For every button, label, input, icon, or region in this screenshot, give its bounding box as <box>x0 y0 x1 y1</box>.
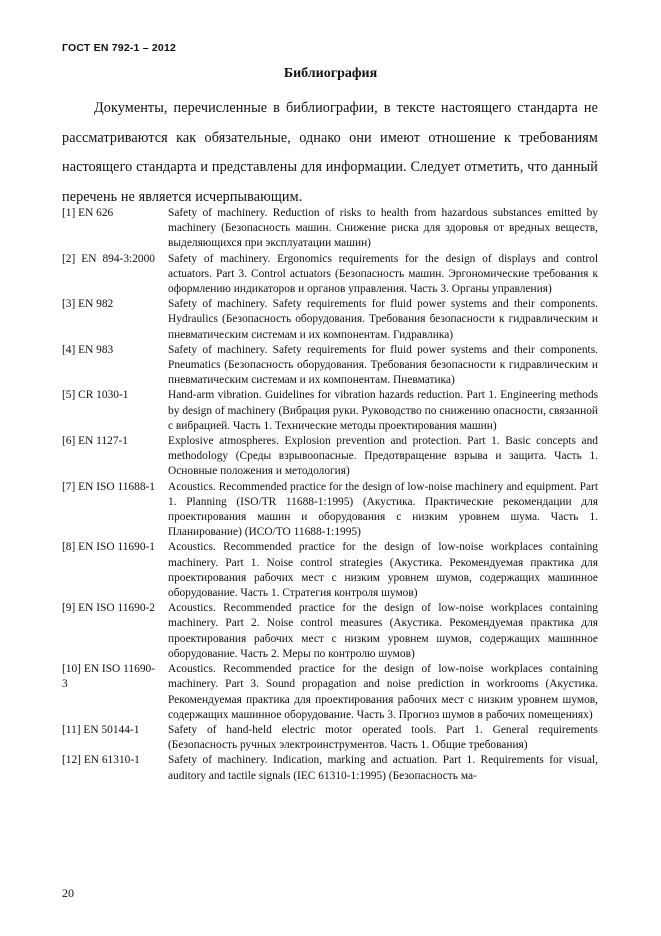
entry-reference: [11] EN 50144-1 <box>62 723 140 736</box>
standard-header: ГОСТ EN 792-1 – 2012 <box>62 42 177 54</box>
entry-text: Safety of machinery. Ergonomics requirements for the design of displays and control actuators. Part 3. Control actuators (Безопасность машин. Эргономические требования к оформлению индикаторов и органов управления. Часть 3. Органы управления) <box>168 252 598 296</box>
bibliography-entry <box>62 252 598 298</box>
entry-text: Safety of machinery. Safety requirements for fluid power systems and their components. Pneumatics (Безопасность оборудования. Требования безопасности к гидравлическим и пневматическим системам и их компонентам. Пневматика) <box>168 343 598 387</box>
page-title: Библиография <box>283 66 378 81</box>
entry-reference: [7] EN ISO 11688-1 <box>62 480 155 493</box>
entry-reference: [2] EN 894-3:2000 <box>62 252 155 265</box>
entry-reference: [6] EN 1127-1 <box>62 435 129 448</box>
entry-text: Acoustics. Recommended practice for the design of low-noise machinery and equipment. Part 1. Planning (ISO/TR 11688-1:1995) (Акустика. Практические рекомендации для проектирования машин и оборудования с низким уровнем шума. Часть 1. Планирование) (ИСО/ТО 11688-1:1995) <box>168 480 598 539</box>
page-number: 20 <box>62 886 74 900</box>
entry-reference: [8] EN ISO 11690-1 <box>62 541 155 554</box>
entry-reference: [10] EN ISO 11690-3 <box>62 663 155 691</box>
entry-text: Acoustics. Recommended practice for the design of low-noise workplaces containing machinery. Part 2. Noise control measures (Акустика. Рекомендуемая практика для проектирования рабочих мест с низким уровнем шумов, содержащих машинное оборудование. Часть 2. Меры по контролю шумов) <box>168 602 598 660</box>
bibliography-entry <box>62 723 598 753</box>
bibliography-entry <box>62 480 598 541</box>
entry-text: Hand-arm vibration. Guidelines for vibration hazards reduction. Part 1. Engineering methods by design of machinery (Вибрация руки. Руководство по снижению опасности, связанной с вибрацией. Часть 1. Технические методы проектирования машин) <box>168 389 598 432</box>
bibliography-entry <box>62 434 598 480</box>
entry-reference: [4] EN 983 <box>62 343 114 356</box>
entry-text: Explosive atmospheres. Explosion prevention and protection. Part 1. Basic concepts and methodology (Среды взрывоопасные. Предотвращение взрыва и защита. Часть 1. Основные положения и методология) <box>168 435 598 478</box>
bibliography-entry <box>62 662 598 723</box>
bibliography-entry <box>62 753 598 783</box>
intro-paragraph: Документы, перечисленные в библиографии, в тексте настоящего стандарта не рассматриваются как обязательные, однако они имеют отношение к требованиям настоящего стандарта и представлены для информации. Следует отметить, что данный перечень не является исчерпывающим. <box>62 100 598 205</box>
bibliography-list <box>62 206 598 784</box>
entry-text: Safety of hand-held electric motor operated tools. Part 1. General requirements (Безопасность ручных электроинструментов. Часть 1. Общие требования) <box>168 723 598 752</box>
bibliography-entry <box>62 540 598 601</box>
entry-reference: [5] CR 1030-1 <box>62 389 129 402</box>
entry-text: Safety of machinery. Indication, marking and actuation. Part 1. Requirements for visual, auditory and tactile signals (IEC 61310-1:1995) (Безопасность ма- <box>168 754 598 782</box>
entry-text: Acoustics. Recommended practice for the design of low-noise workplaces containing machinery. Part 3. Sound propagation and noise prediction in workrooms (Акустика. Рекомендуемая практика для проектирования рабочих мест с низким уровнем шумов, содержащих машинное оборудование. Часть 3. Прогноз шумов в рабочих помещениях) <box>168 663 598 721</box>
entry-reference: [1] EN 626 <box>62 207 114 219</box>
bibliography-entry <box>62 343 598 389</box>
bibliography-entry <box>62 206 598 252</box>
bibliography-entry <box>62 388 598 434</box>
entry-text: Safety of machinery. Safety requirements for fluid power systems and their components. Hydraulics (Безопасность оборудования. Требования безопасности к гидравлическим и пневматическим системам и их компонентам. Гидравлика) <box>168 298 598 341</box>
entry-text: Safety of machinery. Reduction of risks to health from hazardous substances emitted by machinery (Безопасность машин. Снижение риска для здоровья от вредных веществ, выделяющихся при эксплуатации машин) <box>168 207 598 250</box>
bibliography-entry <box>62 601 598 662</box>
bibliography-entry <box>62 297 598 343</box>
entry-text: Acoustics. Recommended practice for the design of low-noise workplaces containing machinery. Part 1. Noise control strategies (Акустика. Рекомендуемая практика для проектирования рабочих мест с низким уровнем шумов, содержащих машинное оборудование. Часть 1. Стратегия контроля шумов) <box>168 541 598 600</box>
entry-reference: [9] EN ISO 11690-2 <box>62 602 155 615</box>
entry-reference: [3] EN 982 <box>62 298 114 311</box>
entry-reference: [12] EN 61310-1 <box>62 754 140 767</box>
